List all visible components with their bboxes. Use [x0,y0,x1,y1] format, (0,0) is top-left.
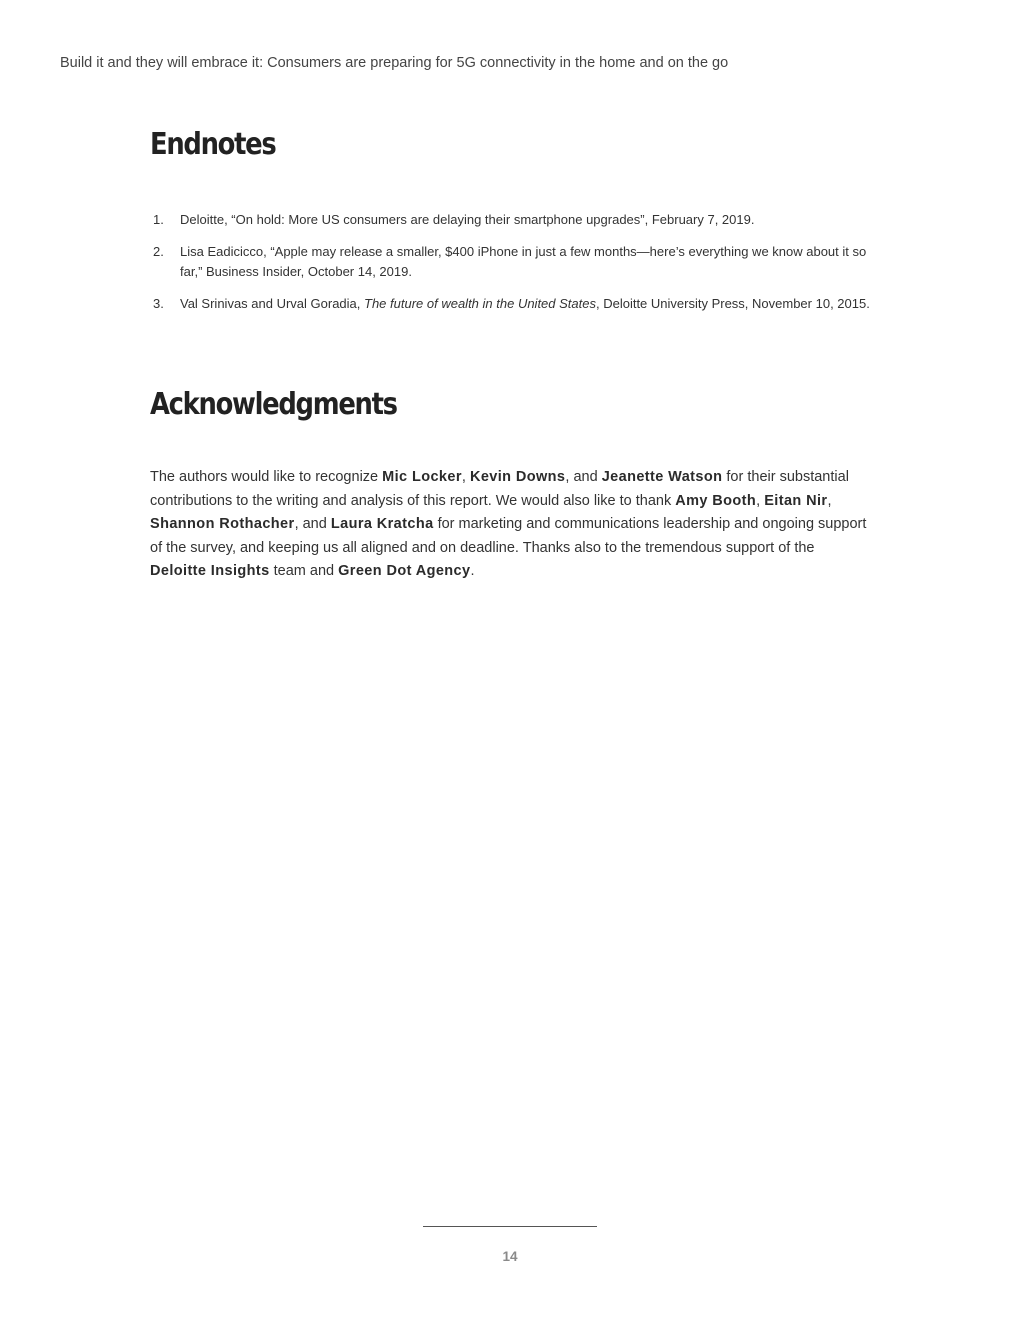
endnote-item [150,210,870,230]
acknowledgment-text: , [756,492,765,509]
endnote-number: 1. [153,212,164,227]
endnote-item [150,294,870,314]
endnote-text: Deloitte, “On hold: More US consumers are delaying their smartphone upgrades”, February 7, 2019. [180,212,755,227]
acknowledgment-text: , [827,492,832,509]
acknowledgment-text: for marketing and communications leadership and ongoing support of the survey, and keeping us all aligned and on deadline. Thanks also to the tremendous support of the [150,516,867,556]
acknowledged-name: Eitan Nir [764,492,828,509]
acknowledged-name: Jeanette Watson [601,469,723,485]
acknowledged-name: Amy Booth [675,492,757,509]
acknowledged-name: Deloitte Insights [150,563,270,579]
footer-divider [423,1226,597,1227]
endnote-text: Lisa Eadicicco, “Apple may release a smaller, $400 iPhone in just a few months—here’s everything we know about it so far,” Business Insider, October 14, 2019. [180,244,867,279]
acknowledgment-text: , [461,469,470,485]
endnote-title-italic: The future of wealth in the United States [364,296,596,311]
endnote-item [150,242,870,282]
acknowledgment-text: , and [565,469,602,485]
endnote-text-tail: , Deloitte University Press, November 10, 2015. [595,296,870,311]
endnote-number: 2. [153,244,164,259]
endnotes-list [150,210,870,326]
acknowledged-name: Shannon Rothacher [150,516,295,532]
page-number: 14 [502,1249,518,1264]
acknowledged-name: Kevin Downs [469,469,566,485]
acknowledgment-text: team and [269,563,339,579]
acknowledgments-paragraph [150,466,872,584]
acknowledged-name: Green Dot Agency [338,563,471,579]
endnote-number: 3. [153,296,164,311]
running-header: Build it and they will embrace it: Consumers are preparing for 5G connectivity in the home and on the go [60,55,729,71]
acknowledged-name: Mic Locker [382,469,462,485]
acknowledgment-text: . [470,563,475,579]
acknowledgment-text: , and [294,516,331,532]
acknowledgment-text: for their substantial contributions to the writing and analysis of this report. We would also like to thank [150,469,849,509]
acknowledgment-text: The authors would like to recognize [150,469,383,485]
endnote-text-lead: Val Srinivas and Urval Goradia, [180,296,365,311]
acknowledgments-heading: Acknowledgments [150,387,397,422]
endnotes-heading: Endnotes [150,127,276,162]
acknowledged-name: Laura Kratcha [330,516,434,532]
